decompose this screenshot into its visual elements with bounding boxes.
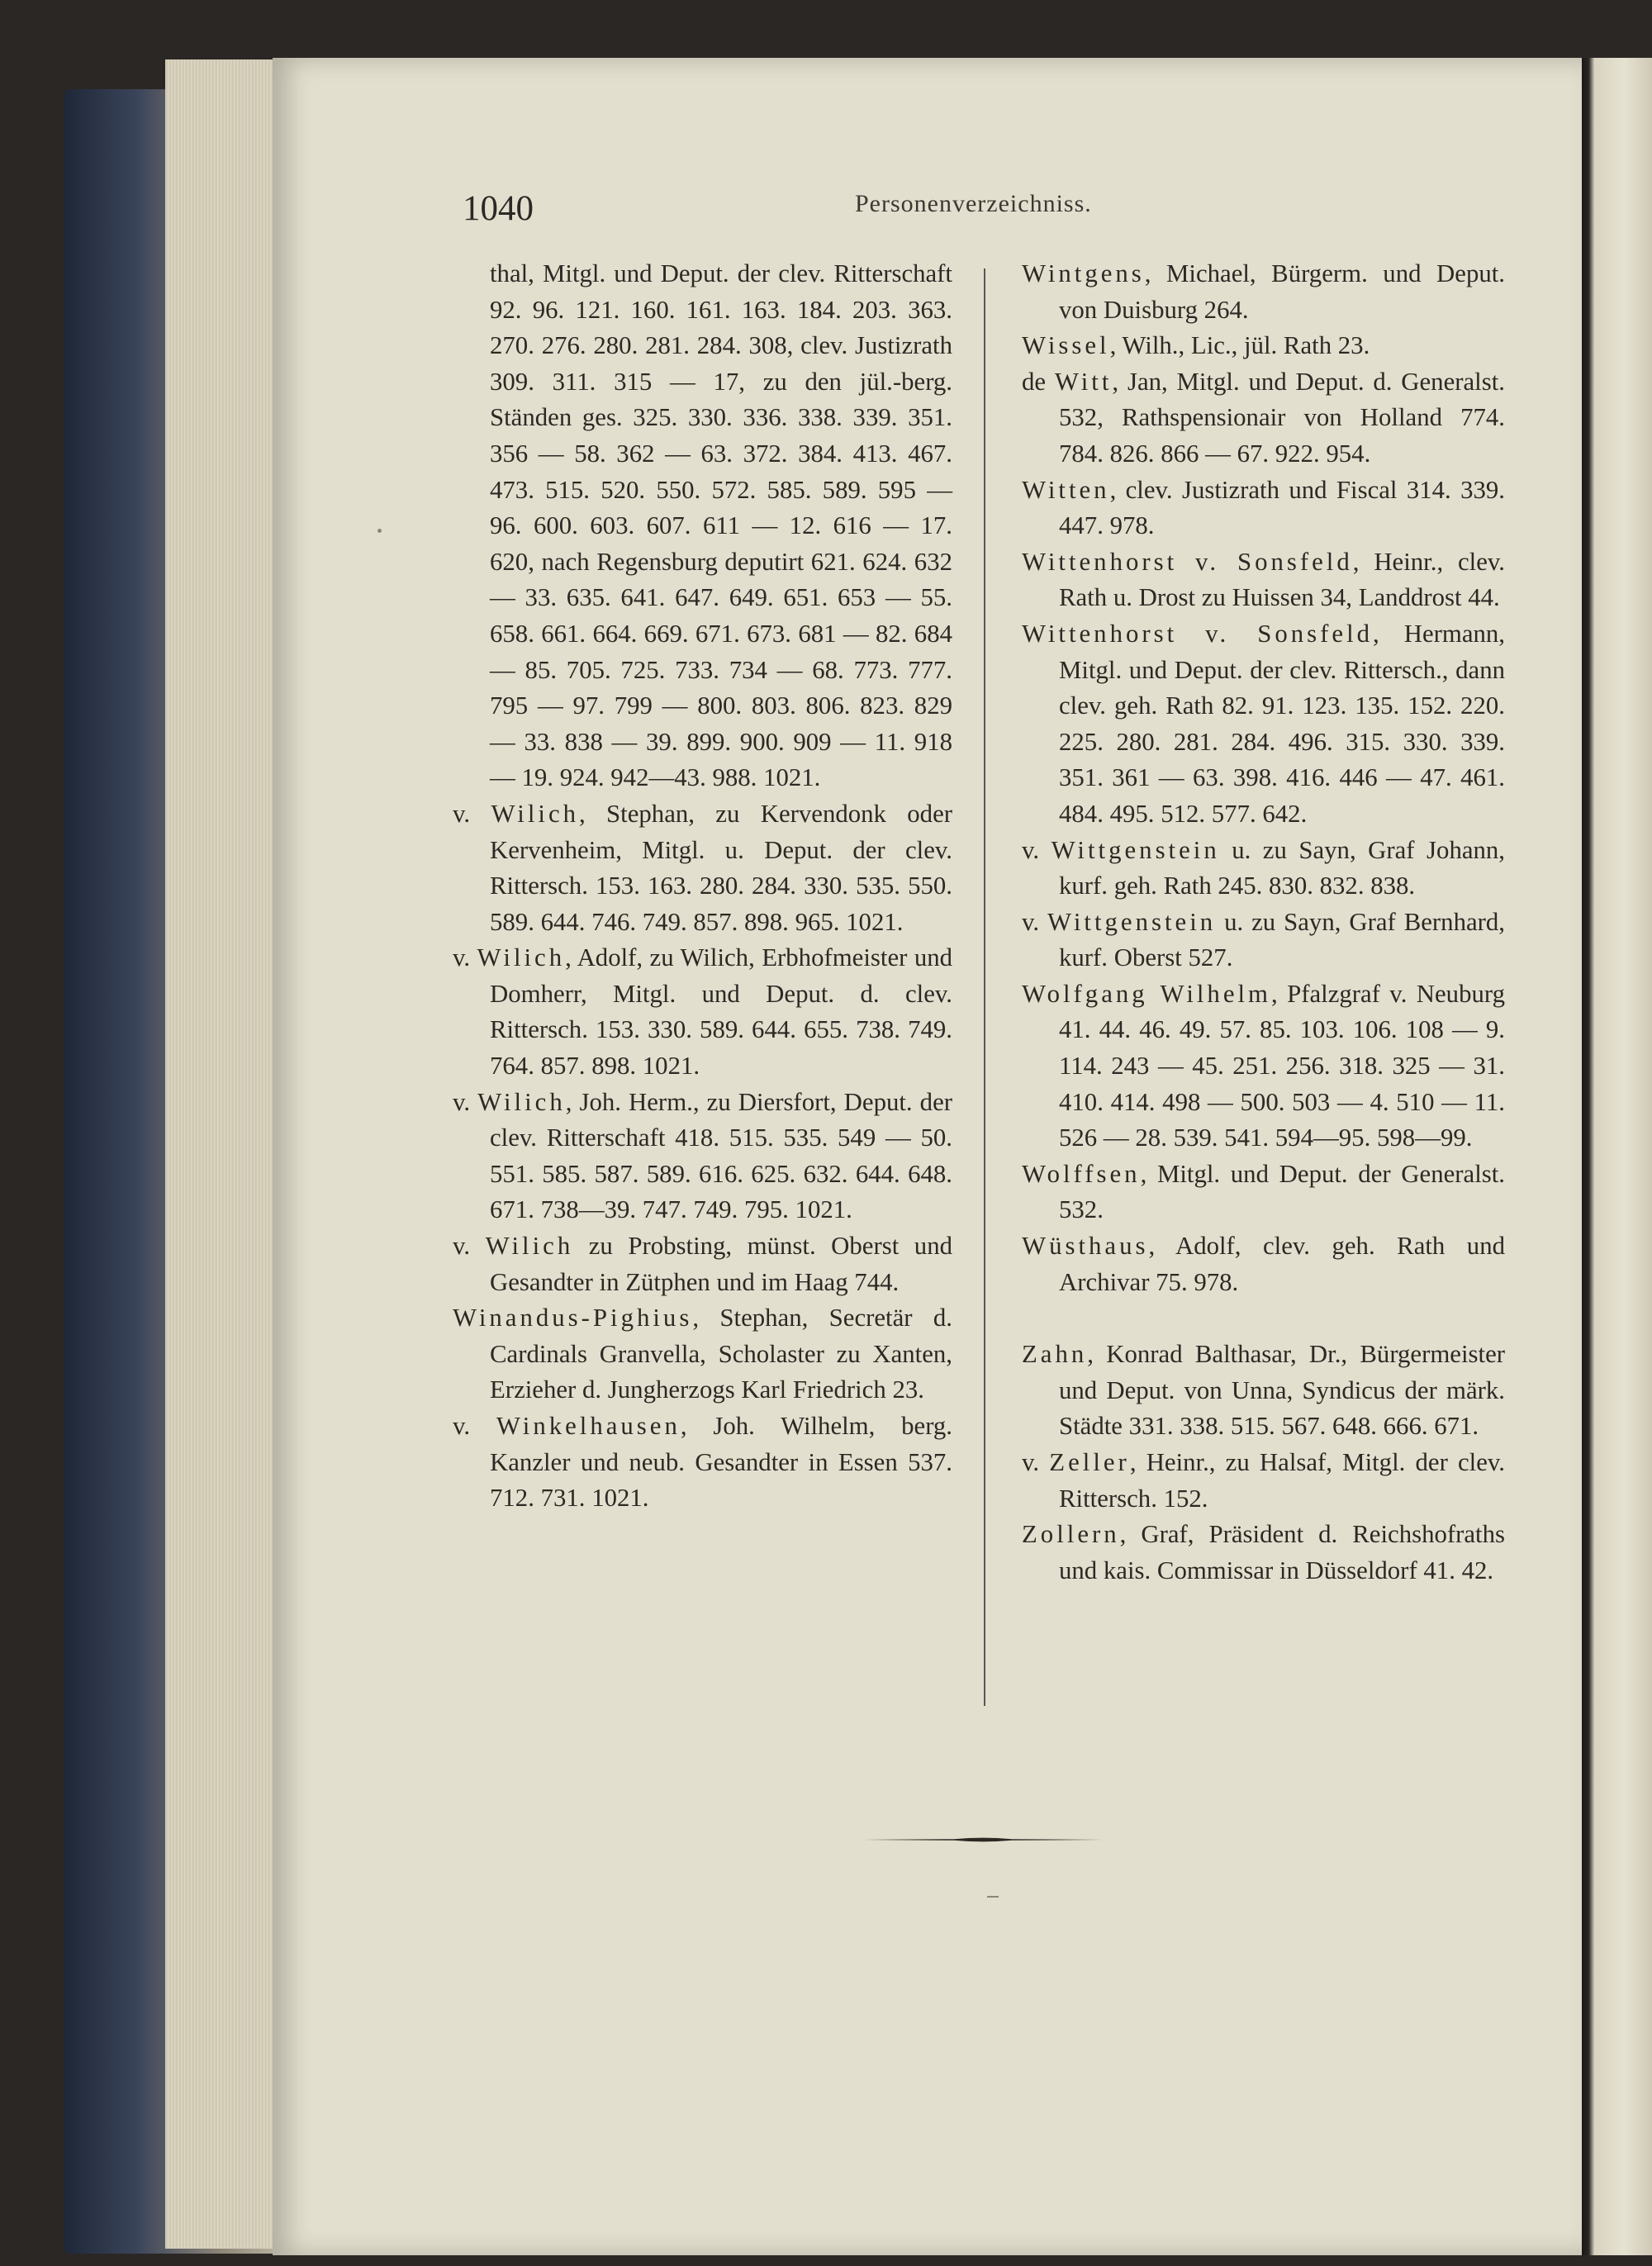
entry-text: , Graf, Präsident d. Reichshofraths und kais. Commissar in Düsseldorf 41. 42. <box>1059 1520 1505 1584</box>
entry-name: Winandus-Pighius <box>453 1304 693 1333</box>
entry-name: Zollern <box>1022 1520 1120 1549</box>
index-entry <box>1022 833 1505 905</box>
entry-text: , Hermann, Mitgl. und Deput. der clev. Rittersch., dann clev. geh. Rath 82. 91. 123. 135. 152. 220. 225. 280. 281. 284. 496. 315. 330. 339. 351. 361 — 63. 398. 416. 446 — 47. 461. 484. 495. 512. 577. 642. <box>1059 619 1506 828</box>
index-entry <box>453 796 952 940</box>
entry-name: Wolfgang Wilhelm <box>1022 979 1272 1008</box>
index-entry <box>453 940 952 1084</box>
entry-text: , Adolf, zu Wilich, Erbhofmeister und Domherr, Mitgl. und Deput. d. clev. Rittersch. 153. 330. 589. 644. 655. 738. 749. 764. 857. 898. 1021. <box>490 943 953 1081</box>
index-entry <box>1022 544 1505 616</box>
entry-prefix: v. <box>453 1412 496 1440</box>
entry-name: Wilich <box>485 1232 574 1261</box>
section-gap <box>1022 1300 1505 1337</box>
entry-name: Wittenhorst v. Sonsfeld <box>1022 619 1374 648</box>
entry-text: , clev. Justizrath und Fiscal 314. 339. 447. 978. <box>1059 475 1505 540</box>
index-entry <box>1022 1228 1505 1300</box>
entry-text: , Konrad Balthasar, Dr., Bürgermeister und Deput. von Unna, Syndicus der märk. Städte 331. 338. 515. 567. 648. 666. 671. <box>1059 1340 1505 1441</box>
entry-text: , Joh. Wilhelm, berg. Kanzler und neub. Gesandter in Essen 537. 712. 731. 1021. <box>490 1412 953 1513</box>
column-divider <box>984 268 985 1706</box>
entry-text: u. zu Sayn, Graf Bernhard, kurf. Oberst 527. <box>1059 907 1505 972</box>
entry-name: Wolffsen <box>1022 1159 1141 1188</box>
entry-name: Wilich <box>477 943 566 972</box>
end-ornament-rule <box>863 1836 1103 1843</box>
index-entry <box>1022 1337 1505 1445</box>
entry-text: , Heinr., clev. Rath u. Drost zu Huissen 34, Landdrost 44. <box>1059 547 1505 612</box>
entry-prefix: v. <box>1022 835 1051 864</box>
index-entry <box>1022 473 1505 544</box>
running-title: Personenverzeichniss. <box>855 190 1092 217</box>
entry-text: , Wilh., Lic., jül. Rath 23. <box>1109 331 1370 360</box>
index-entry <box>1022 1157 1505 1228</box>
entry-text: thal, Mitgl. und Deput. der clev. Ritterschaft 92. 96. 121. 160. 161. 163. 184. 203. 363. 270. 276. 280. 281. 284. 308, clev. Justizrath 309. 311. 315 — 17, zu den jül.-berg. Ständen ges. 325. 330. 336. 338. 339. 351. 356 — 58. 362 — 63. 372. 384. 413. 467. 473. 515. 520. 550. 572. 585. 589. 595 — 96. 600. 603. 607. 611 — 12. 616 — 17. 620, nach Regensburg deputirt 621. 624. 632 — 33. 635. 641. 647. 649. 651. 653 — 55. 658. 661. 664. 669. 671. 673. 681 — 82. 684 — 85. 705. 725. 733. 734 — 68. 773. 777. 795 — 97. 799 — 800. 803. 806. 823. 829 — 33. 838 — 39. 899. 900. 909 — 11. 918 — 19. 924. 942—43. 988. 1021. <box>490 259 952 792</box>
index-entry <box>1022 328 1505 364</box>
index-entry <box>453 1228 952 1300</box>
entry-name: Winkelhausen <box>496 1412 681 1440</box>
entry-text: u. zu Sayn, Graf Johann, kurf. geh. Rath 245. 830. 832. 838. <box>1059 835 1506 900</box>
margin-mark <box>987 1896 999 1898</box>
entry-name: Wissel <box>1022 331 1110 360</box>
entry-text: , Mitgl. und Deput. der Generalst. 532. <box>1059 1159 1505 1224</box>
index-entry <box>453 1300 952 1409</box>
index-column-right <box>1022 256 1505 1589</box>
entry-text: , Jan, Mitgl. und Deput. d. Generalst. 532, Rathspensionair von Holland 774. 784. 826. 866 — 67. 922. 954. <box>1059 367 1505 468</box>
entry-text: , Stephan, zu Kervendonk oder Kervenheim, Mitgl. u. Deput. der clev. Rittersch. 153. 163. 280. 284. 330. 535. 550. 589. 644. 746. 749. 857. 898. 965. 1021. <box>490 799 952 936</box>
entry-text: , Pfalzgraf v. Neuburg 41. 44. 46. 49. 57. 85. 103. 106. 108 — 9. 114. 243 — 45. 251. 256. 318. 325 — 31. 410. 414. 498 — 500. 503 — 4. 510 — 11. 526 — 28. 539. 541. 594—95. 598—99. <box>1059 979 1505 1152</box>
page-stack <box>165 59 289 2249</box>
entry-name: Wilich <box>491 799 580 828</box>
index-entry <box>1022 976 1505 1157</box>
entry-prefix: v. <box>1022 907 1048 936</box>
index-entry <box>453 1409 952 1517</box>
entry-name: Witt <box>1054 367 1113 396</box>
entry-name: Wittenhorst v. Sonsfeld <box>1022 547 1353 576</box>
entry-text: , Joh. Herm., zu Diersfort, Deput. der clev. Ritterschaft 418. 515. 535. 549 — 50. 551. 585. 587. 589. 616. 625. 632. 644. 648. 671. 738—39. 747. 749. 795. 1021. <box>490 1087 952 1224</box>
index-column-left <box>453 256 952 1517</box>
margin-speck <box>377 529 382 533</box>
entry-prefix: v. <box>453 1232 486 1261</box>
index-entry <box>453 256 952 796</box>
entry-name: Wittgenstein <box>1051 835 1220 864</box>
index-entry <box>1022 364 1505 473</box>
entry-text: , Adolf, clev. geh. Rath und Archivar 75. 978. <box>1059 1232 1505 1296</box>
index-entry <box>1022 1445 1505 1517</box>
entry-text: , Michael, Bürgerm. und Deput. von Duisburg 264. <box>1059 259 1505 324</box>
entry-name: Wüsthaus <box>1022 1232 1149 1261</box>
entry-prefix: v. <box>453 1087 478 1116</box>
entry-text: , Heinr., zu Halsaf, Mitgl. der clev. Rittersch. 152. <box>1059 1448 1505 1513</box>
index-entry <box>453 1085 952 1228</box>
entry-name: Zahn <box>1022 1340 1088 1369</box>
entry-text: zu Probsting, münst. Oberst und Gesandter in Zütphen und im Haag 744. <box>490 1232 953 1296</box>
entry-prefix: v. <box>1022 1448 1050 1476</box>
index-entry <box>1022 1517 1505 1589</box>
entry-prefix: v. <box>453 799 491 828</box>
index-entry <box>1022 256 1505 328</box>
page-number: 1040 <box>463 189 534 228</box>
right-page-edge <box>1582 58 1652 2255</box>
entry-prefix: de <box>1022 367 1055 396</box>
entry-name: Wittgenstein <box>1047 907 1217 936</box>
entry-name: Wintgens <box>1022 259 1145 287</box>
entry-name: Zeller <box>1049 1448 1130 1476</box>
index-entry <box>1022 905 1505 976</box>
entry-text: , Stephan, Secretär d. Cardinals Granvella, Scholaster zu Xanten, Erzieher d. Jungherzogs Karl Friedrich 23. <box>490 1304 952 1404</box>
index-entry <box>1022 616 1505 833</box>
entry-name: Witten <box>1022 475 1110 504</box>
entry-prefix: v. <box>453 943 477 972</box>
entry-name: Wilich <box>477 1087 566 1116</box>
